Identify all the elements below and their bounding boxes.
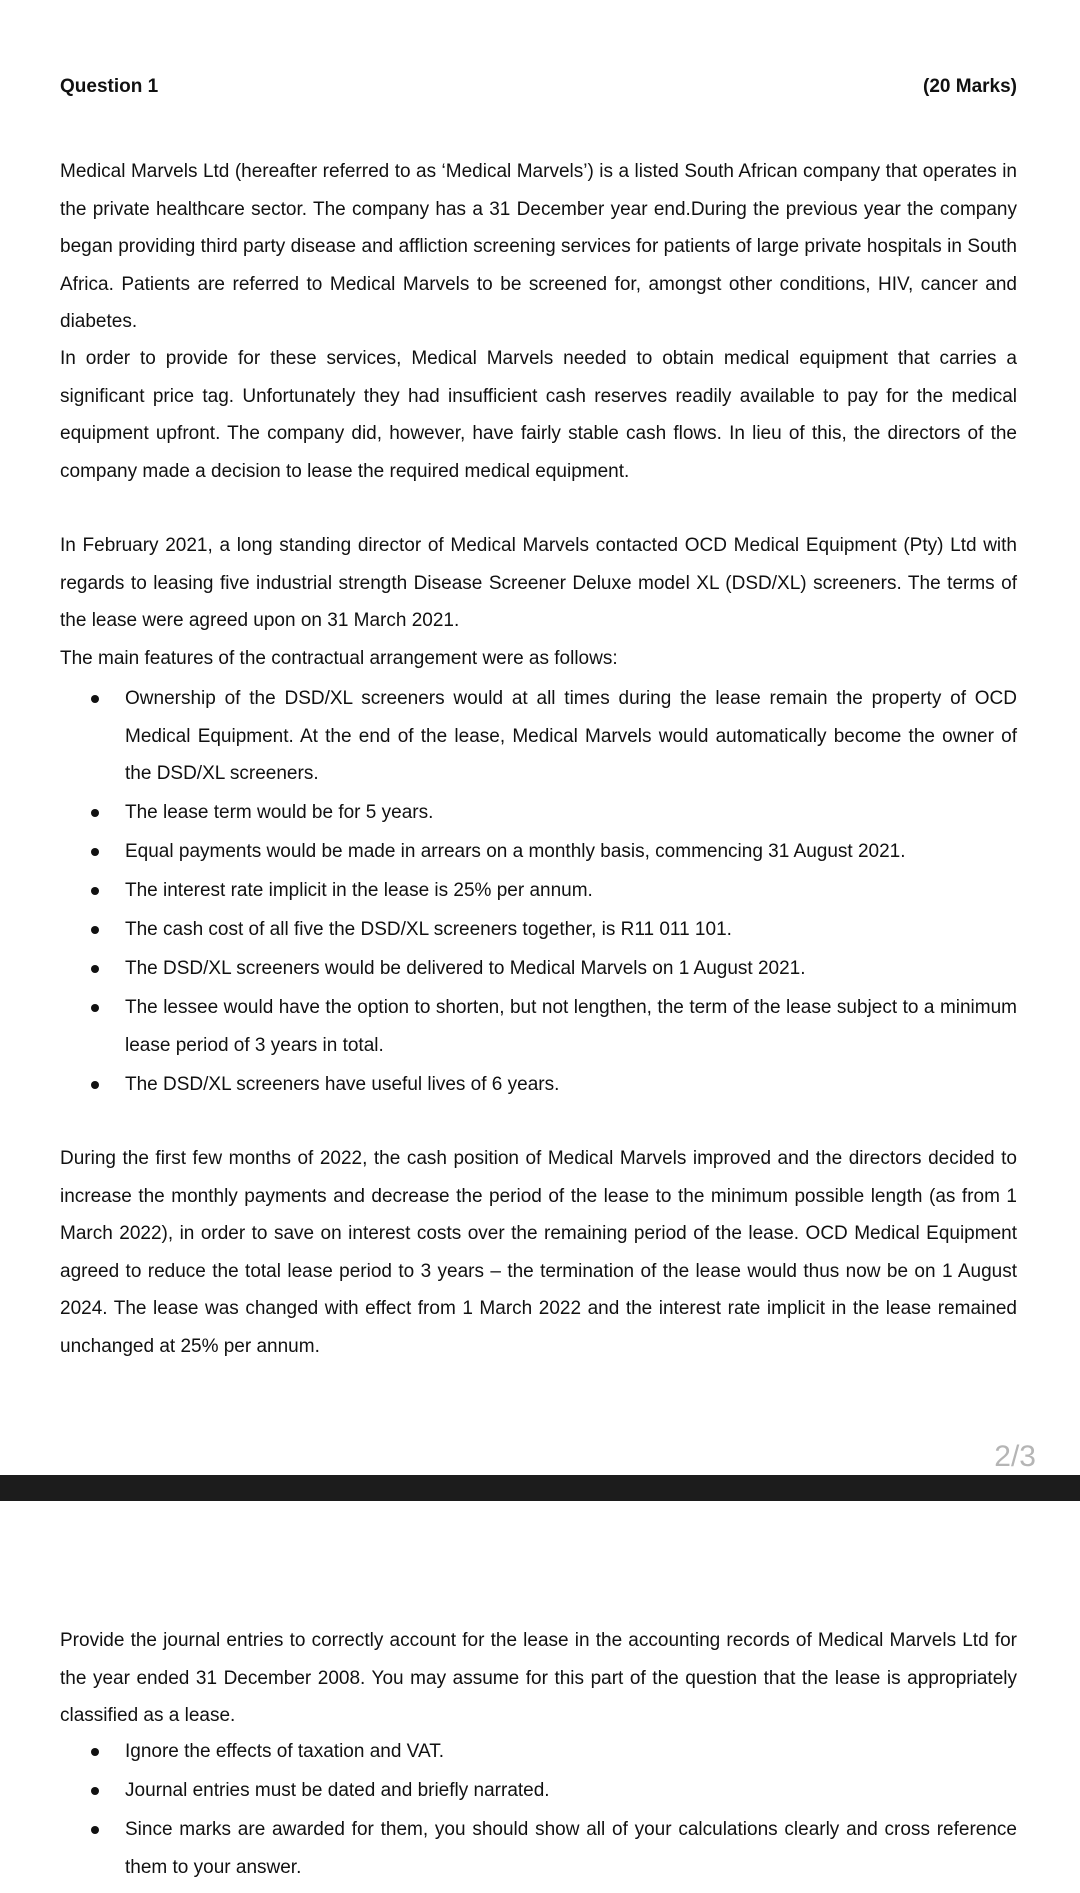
- bullet-icon: [91, 887, 99, 895]
- bullet-icon: [91, 695, 99, 703]
- paragraph-company-background: Medical Marvels Ltd (hereafter referred to as ‘Medical Marvels’) is a listed South African company that operates in the private healthcare sector. The company has a 31 December year end.During the previous year the company began providing third party disease and affliction screening services for patients of large private hospitals in South Africa. Patients are referred to Medical Marvels to be screened for, amongst other conditions, HIV, cancer and diabetes.: [60, 161, 1017, 332]
- list-item: [60, 950, 1017, 988]
- bullet-icon: [91, 1748, 99, 1756]
- list-item: [60, 1772, 1017, 1810]
- list-item: [60, 680, 1017, 793]
- list-item: [60, 989, 1017, 1064]
- page-separator: [0, 1475, 1080, 1501]
- list-item: [60, 1811, 1017, 1886]
- question-header: [60, 76, 1017, 102]
- list-item: [60, 794, 1017, 832]
- list-item: [60, 1066, 1017, 1104]
- list-item: [60, 872, 1017, 910]
- list-item: [60, 1733, 1017, 1771]
- bullet-icon: [91, 965, 99, 973]
- bullet-icon: [91, 809, 99, 817]
- paragraph-lease-negotiation: In February 2021, a long standing director of Medical Marvels contacted OCD Medical Equipment (Pty) Ltd with regards to leasing five industrial strength Disease Screener Deluxe model XL (DSD/XL) screeners. The terms of the lease were agreed upon on 31 March 2021.: [60, 535, 1017, 631]
- list-item-text: Since marks are awarded for them, you should show all of your calculations clearly and cross reference them to your answer.: [125, 1819, 1017, 1878]
- list-item-text: Ignore the effects of taxation and VAT.: [125, 1741, 444, 1762]
- list-item-text: The lessee would have the option to shorten, but not lengthen, the term of the lease subject to a minimum lease period of 3 years in total.: [125, 997, 1017, 1056]
- bullet-icon: [91, 1004, 99, 1012]
- list-item-text: Equal payments would be made in arrears on a monthly basis, commencing 31 August 2021.: [125, 841, 906, 862]
- list-item-text: The DSD/XL screeners have useful lives of 6 years.: [125, 1073, 560, 1095]
- question-title: Question 1: [60, 76, 159, 97]
- paragraph-features-intro: The main features of the contractual arrangement were as follows:: [60, 648, 618, 669]
- list-item-text: Journal entries must be dated and briefly narrated.: [125, 1780, 550, 1801]
- bullet-icon: [91, 848, 99, 856]
- list-item-text: The DSD/XL screeners would be delivered to Medical Marvels on 1 August 2021.: [125, 958, 806, 979]
- paragraph-lease-modification: During the first few months of 2022, the cash position of Medical Marvels improved and the directors decided to increase the monthly payments and decrease the period of the lease to the minimum possible length (as from 1 March 2022), in order to save on interest costs over the remaining period of the lease. OCD Medical Equipment agreed to reduce the total lease period to 3 years – the termination of the lease would thus now be on 1 August 2024. The lease was changed with effect from 1 March 2022 and the interest rate implicit in the lease remained unchanged at 25% per annum.: [60, 1148, 1017, 1357]
- bullet-icon: [91, 1081, 99, 1089]
- list-item: [60, 911, 1017, 949]
- paragraph-equipment-need: In order to provide for these services, Medical Marvels needed to obtain medical equipment that carries a significant price tag. Unfortunately they had insufficient cash reserves readily available to pay for the medical equipment upfront. The company did, however, have fairly stable cash flows. In lieu of this, the directors of the company made a decision to lease the required medical equipment.: [60, 348, 1017, 482]
- lease-features-list: [60, 680, 1017, 1105]
- bullet-icon: [91, 1787, 99, 1795]
- bullet-icon: [91, 1826, 99, 1834]
- page-number-indicator: 2/3: [994, 1440, 1036, 1473]
- required-notes-list: [60, 1733, 1017, 1888]
- bullet-icon: [91, 926, 99, 934]
- list-item-text: The interest rate implicit in the lease is 25% per annum.: [125, 880, 593, 901]
- question-marks: (20 Marks): [923, 76, 1017, 97]
- list-item-text: Ownership of the DSD/XL screeners would at all times during the lease remain the property of OCD Medical Equipment. At the end of the lease, Medical Marvels would automatically become the owner of the DSD/XL screeners.: [125, 688, 1017, 784]
- list-item-text: The cash cost of all five the DSD/XL screeners together, is R11 011 101.: [125, 919, 732, 940]
- list-item-text: The lease term would be for 5 years.: [125, 802, 434, 823]
- list-item: [60, 833, 1017, 871]
- required-instruction: Provide the journal entries to correctly account for the lease in the accounting records of Medical Marvels Ltd for the year ended 31 December 2008. You may assume for this part of the question that the lease is appropriately classified as a lease.: [60, 1630, 1017, 1726]
